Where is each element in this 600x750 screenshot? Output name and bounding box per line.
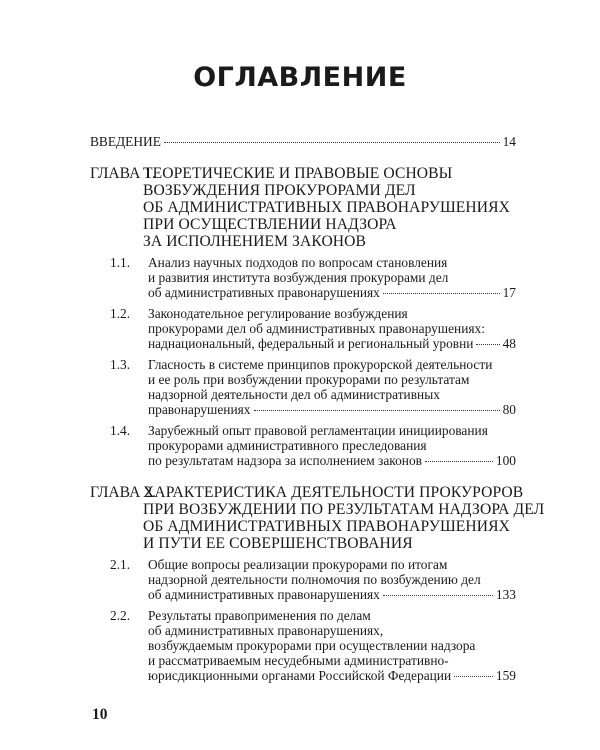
toc-entry-line[interactable]: надзорной деятельности полномочия по возбуждению дел [148,572,481,587]
chapter-title-line: ХАРАКТЕРИСТИКА ДЕЯТЕЛЬНОСТИ ПРОКУРОРОВ [143,484,524,501]
toc-page-number: 159 [495,668,516,683]
toc-entry-line[interactable]: Гласность в системе принципов прокурорской деятельности [148,357,493,372]
dot-leader [454,676,493,677]
toc-entry-1-2[interactable] [148,336,516,352]
toc-entry-2-2[interactable] [148,668,516,684]
toc-entry-line[interactable]: и рассматриваемым несудебными административно- [148,653,449,668]
toc-entry-line: юрисдикционными органами Российской Федерации [148,668,452,683]
toc-entry-line[interactable]: Результаты правоприменения по делам [148,608,371,623]
chapter-title-line: И ПУТИ ЕЕ СОВЕРШЕНСТВОВАНИЯ [143,535,413,552]
page-number: 10 [92,706,108,723]
dot-leader [383,293,500,294]
chapter-label: ГЛАВА 2. [90,484,156,501]
dot-leader [164,142,500,143]
toc-page-number: 133 [495,587,516,602]
chapter-title-line: ОБ АДМИНИСТРАТИВНЫХ ПРАВОНАРУШЕНИЯХ [143,199,511,216]
toc-entry-1-3[interactable] [148,402,516,418]
toc-entry-line[interactable]: Анализ научных подходов по вопросам становления [148,255,448,270]
toc-entry-line[interactable]: прокурорами дел об административных правонарушениях: [148,321,485,336]
toc-page-number: 100 [495,453,516,468]
toc-entry-line[interactable]: Законодательное регулирование возбуждения [148,306,408,321]
toc-entry-line[interactable]: прокурорами административного преследования [148,438,427,453]
section-number: 1.2. [110,306,131,321]
toc-entry-1-4[interactable] [148,453,516,469]
toc-entry-2-1[interactable] [148,587,516,603]
chapter-title-line: ЗА ИСПОЛНЕНИЕМ ЗАКОНОВ [143,233,367,250]
toc-entry-line[interactable]: Зарубежный опыт правовой регламентации инициирования [148,423,488,438]
toc-entry-line[interactable]: Общие вопросы реализации прокурорами по итогам [148,557,448,572]
toc-entry-line: по результатам надзора за исполнением законов [148,453,422,468]
toc-entry-label: ВВЕДЕНИЕ [90,134,161,149]
toc-entry-line[interactable]: об административных правонарушениях, [148,623,384,638]
toc-page-number: 14 [502,134,516,149]
toc-page-number: 17 [502,285,516,300]
toc-page-number: 80 [502,402,516,417]
toc-entry-line[interactable]: надзорной деятельности дел об административных [148,387,440,402]
toc-entry-line: правонарушениях [148,402,251,417]
dot-leader [425,461,493,462]
section-number: 1.1. [110,255,131,270]
section-number: 2.1. [110,557,131,572]
toc-entry-line: об административных правонарушениях [148,587,380,602]
chapter-title-line: ВОЗБУЖДЕНИЯ ПРОКУРОРАМИ ДЕЛ [143,182,416,199]
toc-entry-intro[interactable] [90,134,516,150]
toc-entry-1-1[interactable] [148,285,516,301]
chapter-title-line: ОБ АДМИНИСТРАТИВНЫХ ПРАВОНАРУШЕНИЯХ [143,518,511,535]
dot-leader [254,410,500,411]
toc-page-number: 48 [502,336,516,351]
toc-entry-line: наднациональный, федеральный и региональный уровни [148,336,474,351]
dot-leader [383,595,493,596]
toc-entry-line[interactable]: и ее роль при возбуждении прокурорами по результатам [148,372,470,387]
section-number: 2.2. [110,608,131,623]
section-number: 1.3. [110,357,131,372]
page-title: ОГЛАВЛЕНИЕ [193,62,407,93]
chapter-label: ГЛАВА 1. [90,165,156,182]
toc-entry-line[interactable]: и развития института возбуждения прокурорами дел [148,270,449,285]
section-number: 1.4. [110,423,131,438]
toc-entry-line[interactable]: возбуждаемым прокурорами при осуществлении надзора [148,638,476,653]
chapter-title-line: ТЕОРЕТИЧЕСКИЕ И ПРАВОВЫЕ ОСНОВЫ [143,165,453,182]
toc-entry-line: об административных правонарушениях [148,285,380,300]
chapter-title-line: ПРИ ВОЗБУЖДЕНИИ ПО РЕЗУЛЬТАТАМ НАДЗОРА ДЕЛ [143,501,545,518]
dot-leader [476,344,499,345]
chapter-title-line: ПРИ ОСУЩЕСТВЛЕНИИ НАДЗОРА [143,216,397,233]
